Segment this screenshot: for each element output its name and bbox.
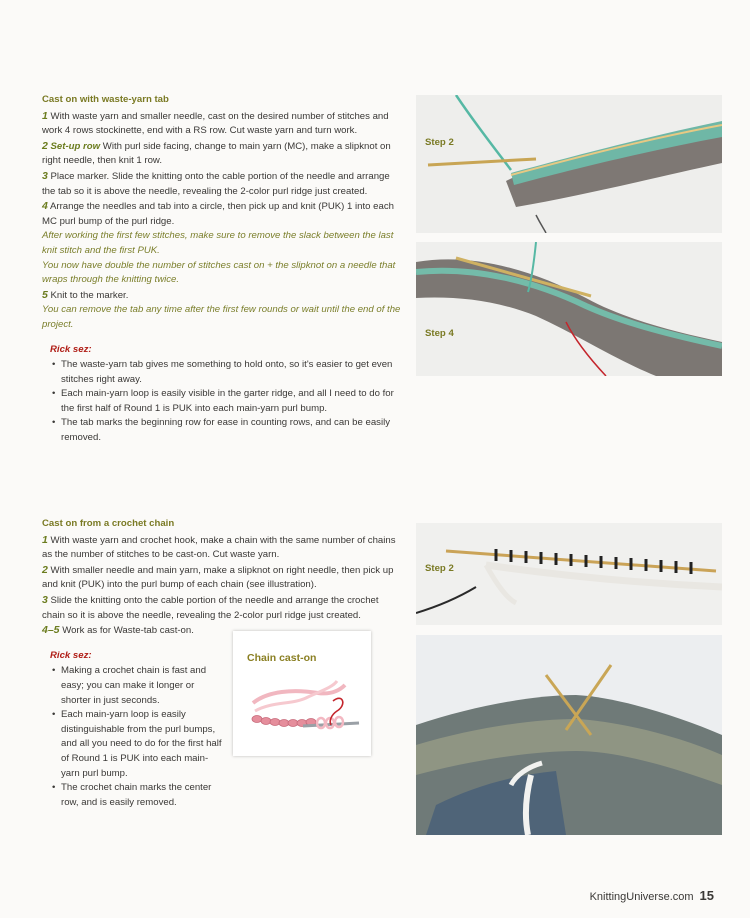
photo-crochet-chain-knitting xyxy=(416,635,722,835)
section-waste-yarn-tab xyxy=(42,93,402,446)
page-footer xyxy=(590,888,714,903)
photo-step-2-waste-tab xyxy=(416,95,722,233)
tip-item: • The crochet chain marks the center row, and is easily removed. xyxy=(52,781,224,810)
chain-cast-on-illustration xyxy=(233,631,371,756)
tip-item: • Each main-yarn loop is easily distinguishable from the purl bumps, and all you need to do for the first half of Round 1 is PUK into each main-yarn purl bump. xyxy=(52,708,224,781)
note: You now have double the number of stitches cast on + the slipknot on a needle that wraps through the knitting twice. xyxy=(42,259,396,286)
tips-list xyxy=(42,358,402,446)
step-4-5: 4–5 Work as for Waste-tab cast-on. xyxy=(42,624,194,637)
section-title: Cast on from a crochet chain xyxy=(42,518,175,529)
photo-label: Step 4 xyxy=(425,328,454,339)
photo-step-4-waste-tab xyxy=(416,242,722,376)
step-1: 1 With waste yarn and smaller needle, cast on the desired number of stitches and work 4 rows stockinette, end with a RS row. Cut waste yarn and turn work. xyxy=(42,109,389,137)
illustration-title: Chain cast-on xyxy=(247,652,317,664)
crochet-chain-drawing xyxy=(233,631,371,756)
step-1: 1 With waste yarn and crochet hook, make a chain with the same number of chains as the number of stitches to be cast-on. Cut waste yarn. xyxy=(42,533,396,561)
step-2: 2 With smaller needle and main yarn, make a slipknot on right needle, then pick up and knit (PUK) into the purl bump of each chain (see illustration). xyxy=(42,563,394,591)
rick-sez-heading: Rick sez: xyxy=(50,649,92,661)
rick-sez-heading: Rick sez: xyxy=(50,343,92,355)
section-title: Cast on with waste-yarn tab xyxy=(42,94,169,105)
step-3: 3 Place marker. Slide the knitting onto the cable portion of the needle and arrange the tab so it is above the needle, revealing the 2-color purl ridge just created. xyxy=(42,169,390,197)
page-number: 15 xyxy=(699,888,714,903)
photo-label: Step 2 xyxy=(425,563,454,574)
step-3: 3 Slide the knitting onto the cable portion of the needle and arrange the crochet chain so it is above the needle, revealing the 2-color purl ridge just created. xyxy=(42,593,379,621)
step-2: 2 Set-up row With purl side facing, change to main yarn (MC), make a slipknot on right needle, then knit 1 row. xyxy=(42,139,391,167)
footer-site: KnittingUniverse.com xyxy=(589,891,694,903)
step-4: 4 Arrange the needles and tab into a circle, then pick up and knit (PUK) 1 into each MC purl bump of the purl ridge. xyxy=(42,200,394,227)
photo-label: Step 2 xyxy=(425,137,454,148)
tip-item: • Making a crochet chain is fast and easy; you can make it longer or shorter in just seconds. xyxy=(52,664,224,708)
tip-item: • Each main-yarn loop is easily visible in the garter ridge, and all I need to do for the first half of Round 1 is PUK into each main-yarn purl bump. xyxy=(52,387,402,416)
tip-item: • The waste-yarn tab gives me something to hold onto, so it's easier to get even stitches right away. xyxy=(52,358,402,387)
step-5: 5 Knit to the marker. xyxy=(42,288,129,301)
note: After working the first few stitches, make sure to remove the slack between the last knit stitch and the first PUK. xyxy=(42,230,394,256)
tips-list xyxy=(42,664,224,810)
photo-step-2-crochet-chain xyxy=(416,523,722,625)
note: You can remove the tab any time after the first few rounds or wait until the end of the project. xyxy=(42,304,401,330)
tip-item: • The tab marks the beginning row for ease in counting rows, and can be easily removed. xyxy=(52,416,402,445)
